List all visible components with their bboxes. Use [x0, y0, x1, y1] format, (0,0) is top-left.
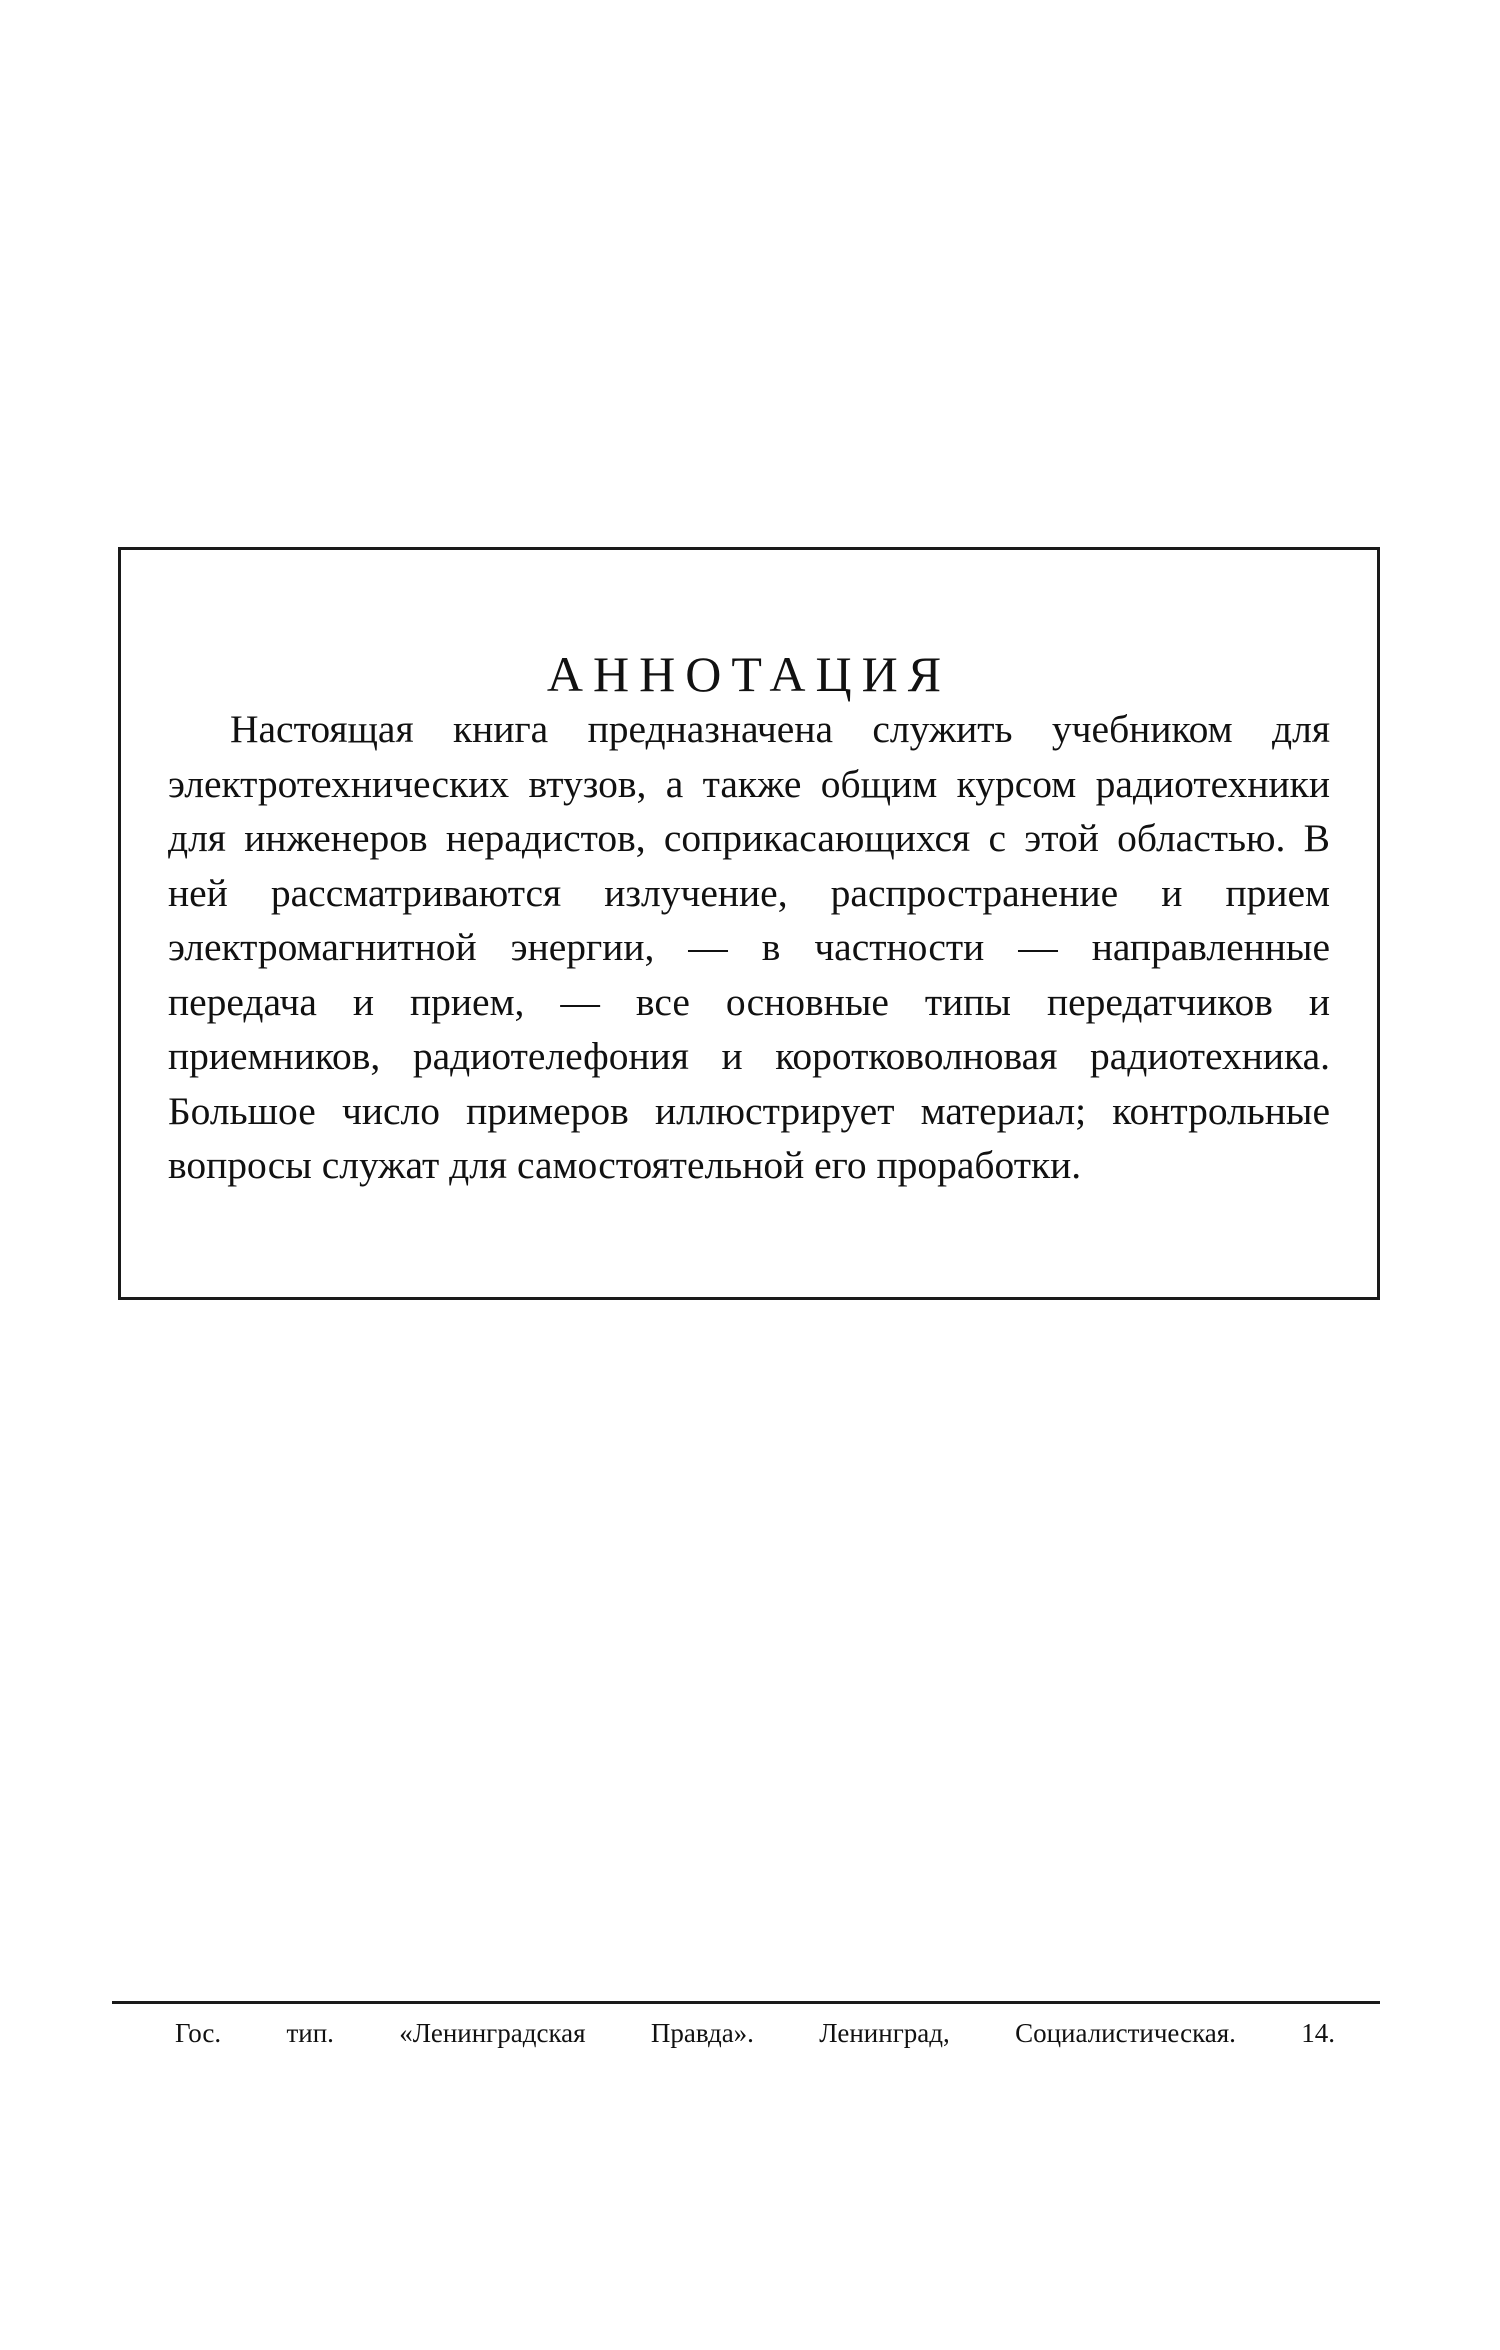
footer-divider	[112, 2001, 1380, 2004]
annotation-title: АННОТАЦИЯ	[546, 645, 952, 702]
annotation-text: Настоящая книга предназначена служить учебником для электротехнических втузов, а также общим курсом радиотехники для инженеров нерадистов, соприкасающихся с этой областью. В ней рассматриваются излучение, распространение и прием электромагнитной энергии, — в частности — направленные передача и прием, — все основные типы передатчиков и приемников, радиотелефония и коротковолновая радиотехника. Большое число примеров иллюстрирует материал; контрольные вопросы служат для самостоятельной его проработки.	[168, 707, 1330, 1187]
annotation-box	[118, 547, 1380, 1300]
box-top-border	[118, 547, 1380, 550]
box-bottom-border	[118, 1297, 1380, 1300]
printer-imprint: Гос. тип. «Ленинградская Правда». Ленинград, Социалистическая. 14.	[175, 2018, 1335, 2048]
